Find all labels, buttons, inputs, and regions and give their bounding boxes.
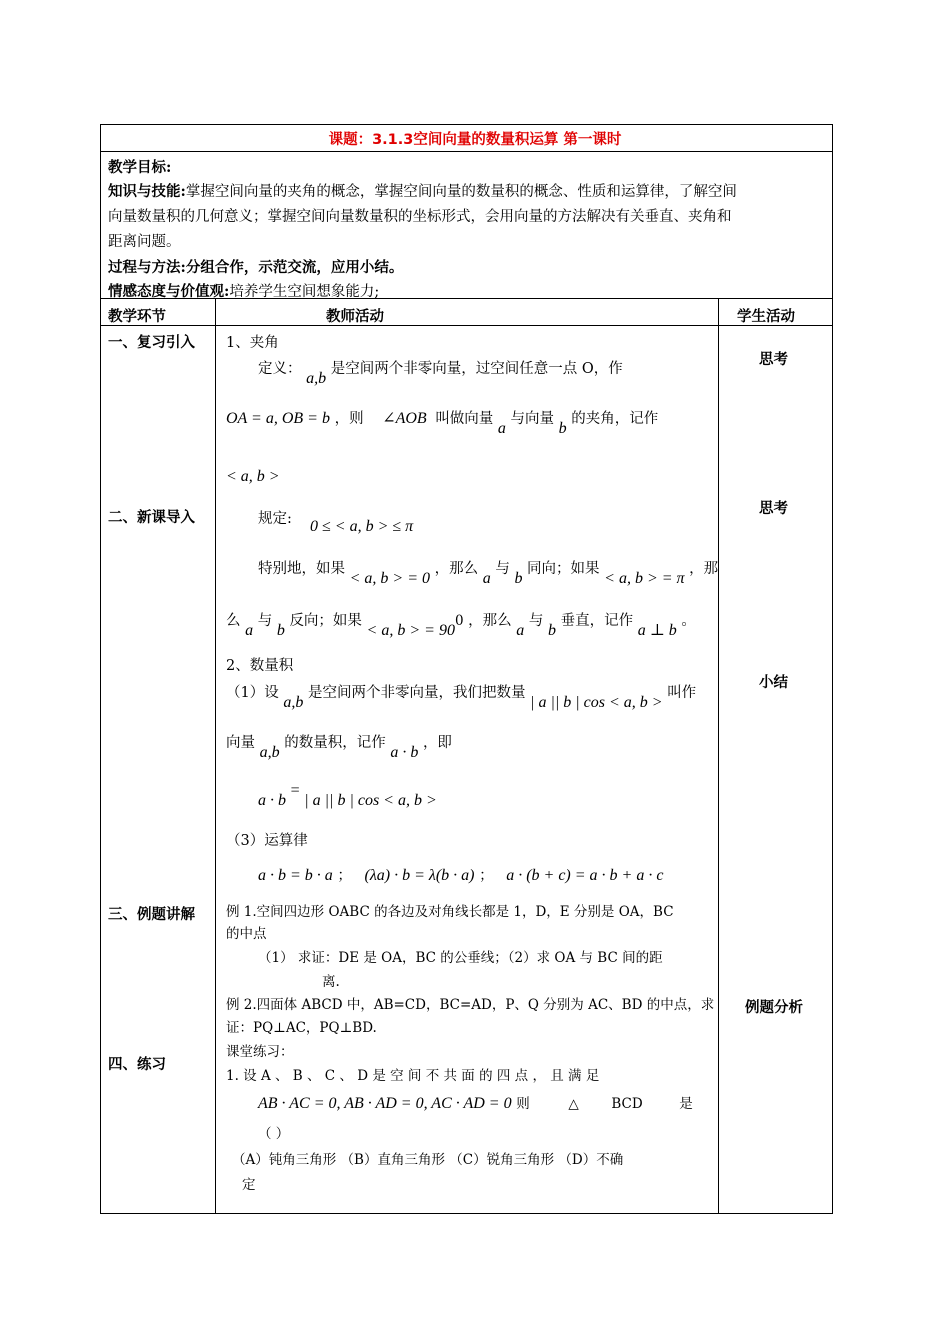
magnitude-cos-formula: | a || b | cos < a, b > — [530, 694, 663, 711]
practice-q1-options-cont: 定 — [242, 1177, 256, 1193]
then2-text: ，那 — [689, 561, 719, 577]
angle-eq-pi: < a, b > = π — [604, 570, 685, 587]
period-text: 。 — [681, 612, 696, 629]
q1-then: 则 — [516, 1096, 530, 1112]
degree-mark: 0 — [454, 613, 464, 629]
separator: ； — [479, 868, 494, 884]
dot-definition-formula — [258, 782, 437, 809]
vector-b: b — [514, 570, 523, 587]
separator: ； — [337, 868, 352, 884]
formula-equals: = — [290, 782, 300, 799]
practice-q1-options: （A）钝角三角形 （B）直角三角形 （C）锐角三角形 （D）不确 — [232, 1152, 624, 1168]
section-angle-title: 1、夹角 — [226, 335, 279, 351]
then-text: ，则 — [334, 411, 364, 427]
student-activity-example-analysis: 例题分析 — [745, 999, 803, 1016]
stage-new-lesson: 二、新课导入 — [108, 509, 195, 526]
commutative-law: a · b = b · a — [258, 867, 333, 884]
column-header-student: 学生活动 — [737, 308, 795, 325]
triangle-symbol: △ — [568, 1096, 579, 1112]
column-header-teacher: 教师活动 — [326, 308, 384, 325]
q1-is: 是 — [679, 1096, 693, 1112]
knowledge-line-1 — [108, 180, 737, 201]
stage-examples: 三、例题讲解 — [108, 906, 195, 923]
practice-q1-line-2 — [258, 1092, 693, 1113]
example-2-line-1: 例 2.四面体 ABCD 中，AB=CD，BC=AD，P、Q 分别为 AC、BD 的中点，求 — [226, 997, 715, 1013]
example-1-question-cont: 离. — [322, 974, 340, 990]
operation-laws — [258, 864, 663, 885]
def-vectors-ab: a,b — [306, 370, 327, 387]
scalar-law: (λa) · b = λ(b · a) — [364, 867, 475, 884]
example-2-line-2: 证：PQ⊥AC，PQ⊥BD. — [226, 1020, 377, 1036]
vector-a: a — [516, 621, 525, 639]
practice-label: 课堂练习： — [226, 1044, 294, 1060]
and-vector-text: 与向量 — [510, 411, 555, 427]
vectors-ab: a,b — [259, 744, 280, 761]
objectives-heading: 教学目标: — [108, 159, 172, 176]
perp-note: 垂直，记作 — [560, 612, 634, 629]
column-divider — [215, 298, 216, 1213]
p2-prefix: 向量 — [226, 735, 255, 751]
vector-b: b — [276, 621, 285, 639]
knowledge-text: 掌握空间向量的夹角的概念，掌握空间向量的数量积的概念、性质和运算律，了解空间 — [185, 184, 737, 200]
yu-text: 与 — [495, 561, 510, 577]
vector-a: a — [482, 570, 491, 587]
process-label: 过程与方法: — [108, 259, 186, 276]
section-dot-product-title: 2、数量积 — [226, 658, 294, 674]
vector-a: a — [497, 420, 506, 437]
perp-formula: a ⊥ b — [637, 621, 677, 639]
oa-ob-formula: OA = a, OB = b — [226, 410, 330, 427]
p1-call: 叫作 — [667, 685, 697, 701]
dot-ab: a · b — [390, 744, 419, 761]
section-operation-laws-title: （3）运算律 — [226, 833, 308, 849]
then-a-text: ，那么 — [434, 561, 479, 577]
process-text: 分组合作，示范交流，应用小结。 — [185, 259, 404, 276]
knowledge-label: 知识与技能: — [108, 183, 186, 200]
dot-def-line-2 — [226, 731, 452, 761]
vectors-ab: a,b — [283, 694, 304, 711]
emotion-text: 培养学生空间想象能力; — [229, 284, 380, 300]
knowledge-line-2: 向量数量积的几何意义；掌握空间向量数量积的坐标形式，会用向量的方法解决有关垂直、夹角和 — [108, 209, 732, 225]
angle-note: 的夹角，记作 — [571, 411, 659, 427]
definition-line-2 — [226, 407, 659, 437]
practice-q1-line-1: 1. 设 A 、 B 、 C 、 D 是 空 间 不 共 面 的 四 点 ， 且 满 足 — [226, 1068, 600, 1084]
rule-label: 规定: — [258, 511, 292, 527]
angle-notation: < a, b > — [226, 468, 280, 485]
vector-b: b — [558, 420, 567, 437]
distributive-law: a · (b + c) = a · b + a · c — [506, 867, 664, 884]
process-line — [108, 256, 403, 277]
stage-practice: 四、练习 — [108, 1056, 166, 1073]
formula-lhs: a · b — [258, 792, 286, 809]
definition-line-1 — [258, 357, 623, 387]
def-rest: 是空间两个非零向量，过空间任意一点 O，作 — [330, 361, 623, 377]
column-divider — [718, 298, 719, 1213]
me-text: 么 — [226, 612, 241, 629]
dot-def-line-1 — [226, 681, 697, 711]
student-activity-think-2: 思考 — [759, 500, 788, 517]
angle-aob: ∠AOB — [382, 410, 427, 427]
special-prefix: 特别地，如果 — [258, 561, 345, 577]
example-1-line-1: 例 1.空间四边形 OABC 的各边及对角线长都是 1，D，E 分别是 OA，BC — [226, 904, 674, 920]
p1-rest: 是空间两个非零向量，我们把数量 — [307, 685, 526, 701]
emotion-label: 情感态度与价值观: — [108, 283, 230, 300]
row-divider — [101, 325, 832, 326]
example-1-question: （1） 求证：DE 是 OA，BC 的公垂线；（2）求 OA 与 BC 间的距 — [258, 950, 663, 966]
then3-text: ，那么 — [468, 612, 512, 629]
student-activity-summary: 小结 — [759, 674, 788, 691]
formula-rhs: | a || b | cos < a, b > — [304, 792, 437, 809]
same-direction-text: 同向；如果 — [527, 561, 600, 577]
practice-q1-paren: （ ） — [258, 1126, 290, 1142]
emotion-line — [108, 280, 379, 301]
special-line-2 — [226, 607, 696, 639]
p1-prefix: （1）设 — [226, 685, 279, 701]
column-header-stage: 教学环节 — [108, 308, 166, 325]
q1-bcd: BCD — [611, 1096, 643, 1112]
def-prefix: 定义： — [258, 361, 302, 377]
q1-formula: AB · AC = 0, AB · AD = 0, AC · AD = 0 — [258, 1095, 512, 1112]
row-divider — [101, 151, 832, 152]
special-line-1 — [258, 557, 719, 587]
p2-ji: ，即 — [422, 735, 452, 751]
angle-eq-zero: < a, b > = 0 — [349, 570, 430, 587]
angle-eq-90: < a, b > = 90 — [366, 621, 455, 639]
example-1-line-2: 的中点 — [226, 926, 267, 942]
knowledge-line-3: 距离问题。 — [108, 234, 181, 250]
yu-text: 与 — [257, 612, 273, 629]
called-text: 叫做向量 — [435, 411, 494, 427]
stage-review: 一、复习引入 — [108, 334, 195, 351]
rule-formula: 0 ≤ < a, b > ≤ π — [310, 518, 414, 535]
student-activity-think-1: 思考 — [759, 351, 788, 368]
p2-note: 的数量积，记作 — [284, 735, 386, 751]
yu-text: 与 — [528, 612, 544, 629]
opposite-direction-text: 反向；如果 — [289, 612, 362, 629]
vector-b: b — [547, 621, 556, 639]
vector-a: a — [245, 621, 254, 639]
page-title: 课题：3.1.3空间向量的数量积运算 第一课时 — [328, 132, 622, 148]
